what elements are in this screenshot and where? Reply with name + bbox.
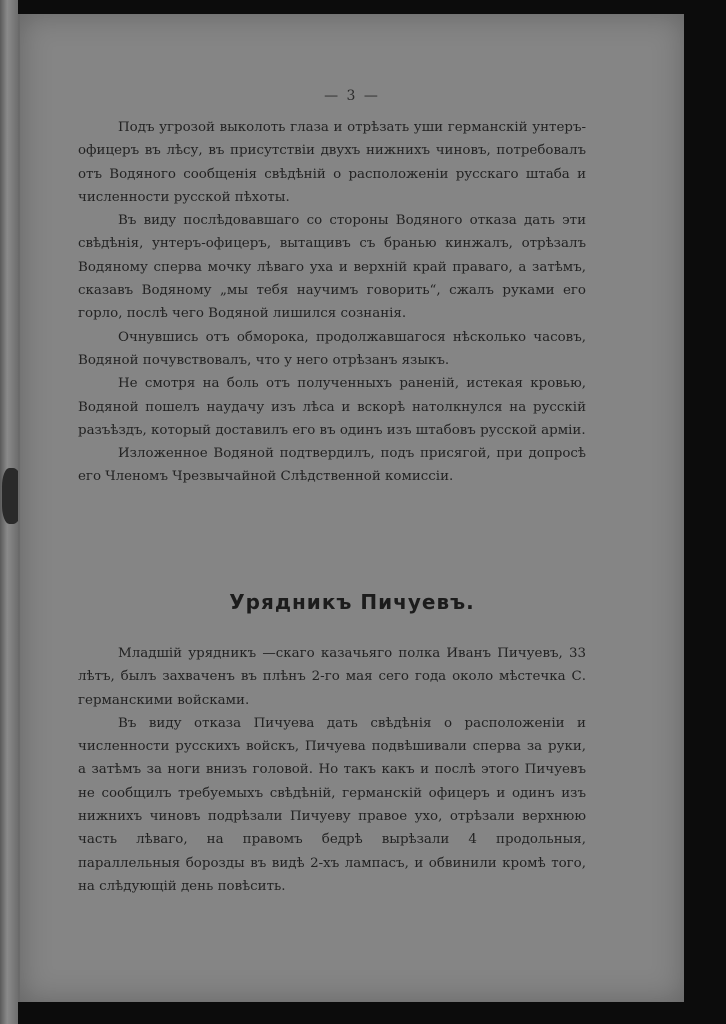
- paragraph: Не смотря на боль отъ полученныхъ раненій, истекая кровью, Водяной пошелъ наудачу изъ лѣса и вскорѣ натолкнулся на русскій разъѣздъ, который доставилъ его въ одинъ изъ штабовъ русской арміи.: [78, 376, 586, 438]
- page-number: — 3 —: [324, 88, 380, 104]
- paragraph: Младшій урядникъ —скаго казачьяго полка Иванъ Пичуевъ, 33 лѣтъ, былъ захваченъ въ плѣнъ 2-го мая сего года около мѣстечка С. германскими войсками.: [78, 646, 586, 708]
- paragraph: Подъ угрозой выколоть глаза и отрѣзать уши германскій унтеръ-офицеръ въ лѣсу, въ присутствіи двухъ нижнихъ чиновъ, потребовалъ отъ Водяного сообщенія свѣдѣній о расположеніи русскаго штаба и численности русской пѣхоты.: [78, 120, 586, 205]
- paragraph: Изложенное Водяной подтвердилъ, подъ присягой, при допросѣ его Членомъ Чрезвычайной Слѣдственной комиссіи.: [78, 446, 586, 485]
- paragraph: Въ виду отказа Пичуева дать свѣдѣнія о расположеніи и численности русскихъ войскъ, Пичуева подвѣшивали сперва за руки, а затѣмъ за ноги внизъ головой. Но такъ какъ и послѣ этого Пичуевъ не сообщилъ требуемыхъ свѣдѣній, германскій офицеръ и одинъ изъ нижнихъ чиновъ подрѣзали Пичуеву правое ухо, отрѣзали верхнюю часть лѣваго, на правомъ бедрѣ вырѣзали 4 продольныя, параллельныя борозды въ видѣ 2-хъ лампасъ, и обвинили кромѣ того, на слѣдующій день повѣсить.: [78, 715, 586, 894]
- paragraph: Въ виду послѣдовавшаго со стороны Водяного отказа дать эти свѣдѣнія, унтеръ-офицеръ, вытащивъ съ бранью кинжалъ, отрѣзалъ Водяному сперва мочку лѣваго уха и верхній край праваго, а затѣмъ, сказавъ Водяному „мы тебя научимъ говорить“, сжалъ руками его горло, послѣ чего Водяной лишился сознанія.: [78, 213, 586, 322]
- document-page: [18, 14, 684, 1002]
- section-heading: Урядникъ Пичуевъ.: [229, 590, 475, 614]
- section-pichuev-text: [78, 642, 586, 898]
- section-vodyanoy-text: [78, 116, 586, 489]
- paragraph: Очнувшись отъ обморока, продолжавшагося нѣсколько часовъ, Водяной почувствовалъ, что у него отрѣзанъ языкъ.: [78, 329, 586, 368]
